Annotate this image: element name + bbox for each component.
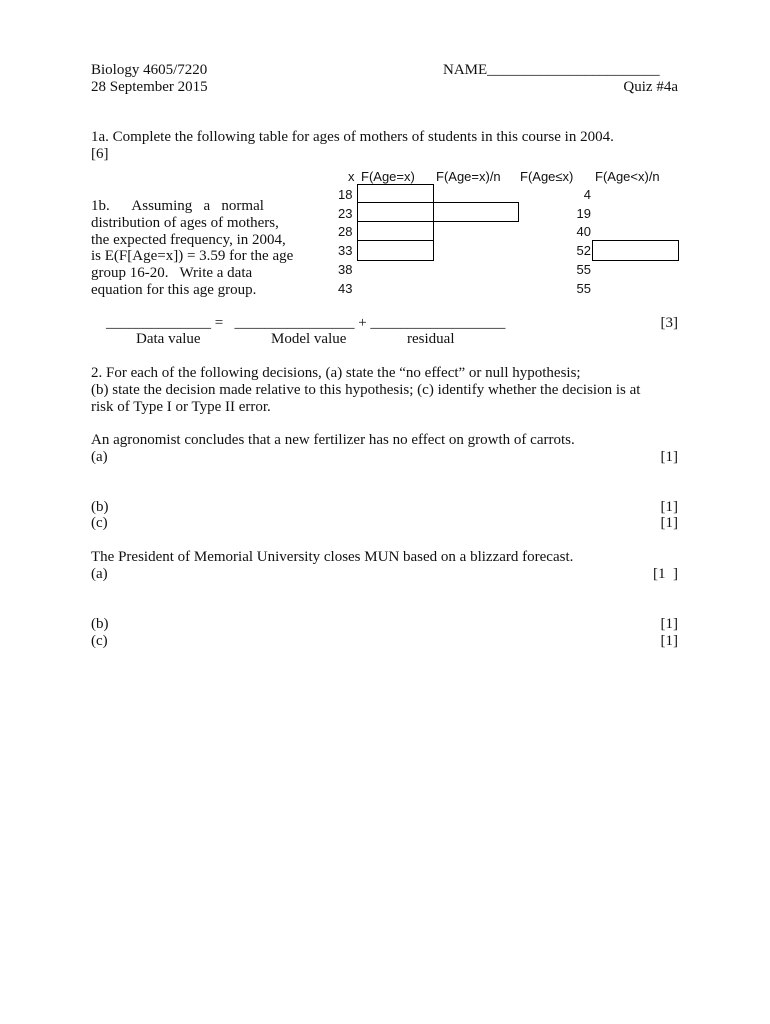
scenario1-marks-c: [1] xyxy=(660,515,678,531)
course-title: Biology 4605/7220 xyxy=(91,62,208,78)
table-row-x: 33 xyxy=(338,243,353,258)
quiz-number: Quiz #4a xyxy=(623,79,678,95)
scenario2-part-c: (c) xyxy=(91,633,108,649)
table-cell-cumfreq: 4 xyxy=(583,187,591,202)
q1b-line: group 16-20. Write a data xyxy=(91,265,253,281)
q2-line: 2. For each of the following decisions, (a) state the “no effect” or null hypothesis; xyxy=(91,365,581,381)
scenario2-part-a: (a) xyxy=(91,566,108,582)
scenario1-part-a: (a) xyxy=(91,449,108,465)
q1b-line: the expected frequency, in 2004, xyxy=(91,232,286,248)
scenario1-part-c: (c) xyxy=(91,515,108,531)
model-value-label: Model value xyxy=(271,331,347,347)
residual-label: residual xyxy=(407,331,455,347)
data-equation-blanks[interactable]: ______________ = ________________ + __________________ xyxy=(106,315,506,331)
answer-box-cumrel[interactable] xyxy=(592,240,679,261)
answer-box-divider xyxy=(357,240,434,241)
table-row-x: 23 xyxy=(338,206,353,221)
table-row-x: 18 xyxy=(338,187,353,202)
table-header-x: x xyxy=(348,169,355,184)
table-row-x: 28 xyxy=(338,224,353,239)
q1b-line: 1b. Assuming a normal xyxy=(91,198,264,214)
scenario1-part-b: (b) xyxy=(91,499,109,515)
scenario1-marks-a: [1] xyxy=(660,449,678,465)
q1b-line: equation for this age group. xyxy=(91,282,257,298)
table-header-relfreq: F(Age=x)/n xyxy=(436,169,501,184)
table-header-freq: F(Age=x) xyxy=(361,169,415,184)
table-cell-cumfreq: 55 xyxy=(576,262,591,277)
quiz-date: 28 September 2015 xyxy=(91,79,208,95)
table-header-cumrel: F(Age<x)/n xyxy=(595,169,660,184)
scenario1-text: An agronomist concludes that a new fertilizer has no effect on growth of carrots. xyxy=(91,432,575,448)
scenario2-part-b: (b) xyxy=(91,616,109,632)
q1a-marks: [6] xyxy=(91,146,109,162)
answer-box-divider xyxy=(357,221,434,222)
table-row-x: 38 xyxy=(338,262,353,277)
table-cell-cumfreq: 52 xyxy=(576,243,591,258)
table-header-cumfreq: F(Age≤x) xyxy=(520,169,574,184)
data-value-label: Data value xyxy=(136,331,201,347)
answer-box-freq[interactable] xyxy=(357,184,434,261)
q2-line: (b) state the decision made relative to this hypothesis; (c) identify whether the decision is at xyxy=(91,382,641,398)
scenario2-text: The President of Memorial University closes MUN based on a blizzard forecast. xyxy=(91,549,574,565)
table-cell-cumfreq: 40 xyxy=(576,224,591,239)
equation-marks: [3] xyxy=(660,315,678,331)
q2-line: risk of Type I or Type II error. xyxy=(91,399,271,415)
table-cell-cumfreq: 19 xyxy=(576,206,591,221)
table-row-x: 43 xyxy=(338,281,353,296)
q1b-line: is E(F[Age=x]) = 3.59 for the age xyxy=(91,248,294,264)
q1b-line: distribution of ages of mothers, xyxy=(91,215,279,231)
table-cell-cumfreq: 55 xyxy=(576,281,591,296)
scenario2-marks-b: [1] xyxy=(660,616,678,632)
q1a-prompt: 1a. Complete the following table for ages of mothers of students in this course in 2004. xyxy=(91,129,614,145)
scenario2-marks-c: [1] xyxy=(660,633,678,649)
name-field[interactable]: NAME_______________________ xyxy=(443,62,660,78)
answer-box-relfreq[interactable] xyxy=(433,202,519,222)
scenario1-marks-b: [1] xyxy=(660,499,678,515)
answer-box-divider xyxy=(357,202,434,203)
scenario2-marks-a: [1 ] xyxy=(653,566,678,582)
